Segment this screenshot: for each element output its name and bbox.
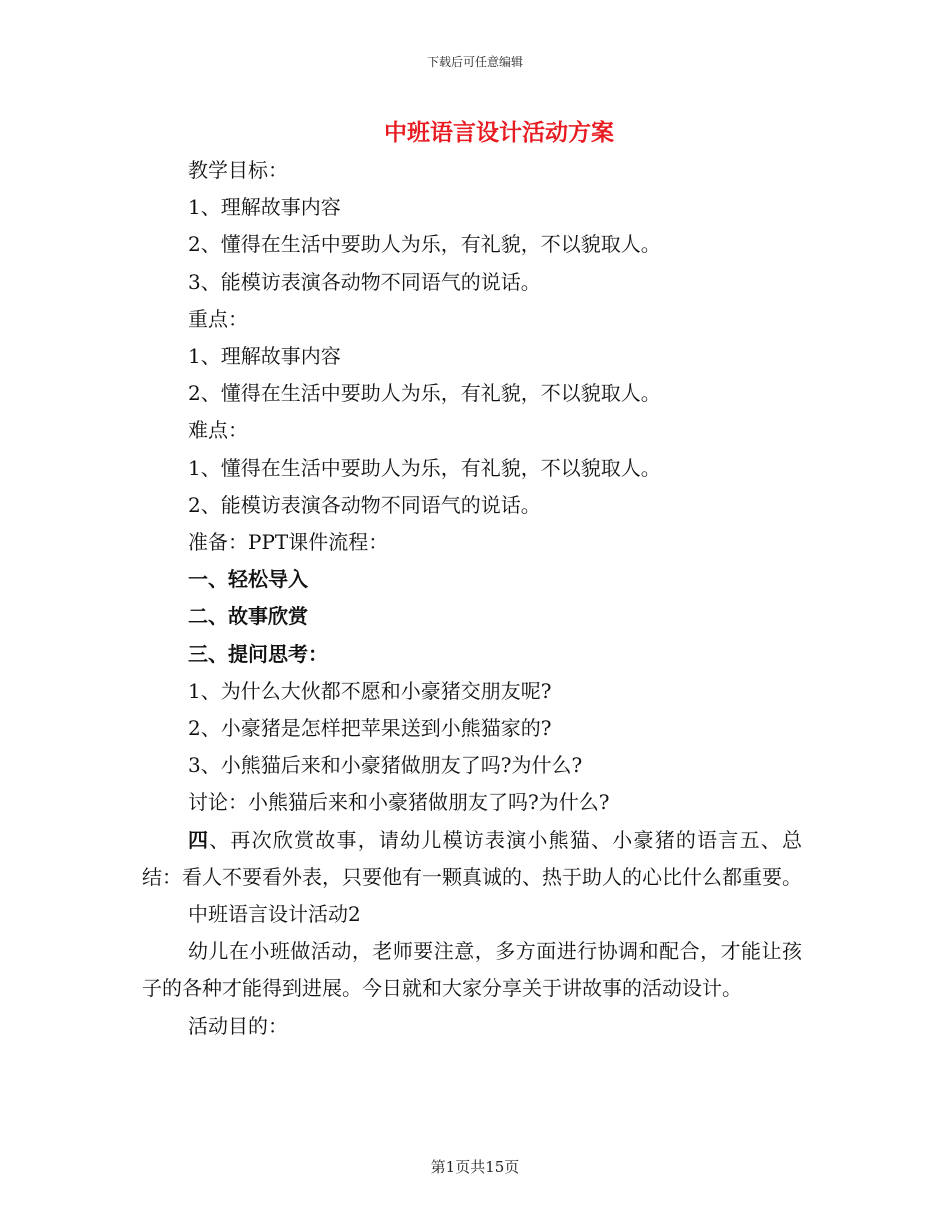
paragraph: 2、能模访表演各动物不同语气的说话。 — [188, 492, 541, 517]
paragraph: 难点： — [188, 418, 248, 443]
page-footer: 第1页共15页 — [430, 1158, 520, 1176]
paragraph: 教学目标： — [188, 158, 288, 182]
paragraph-text: 、再次欣赏故事，请幼儿模访表演小熊猫、小豪猪的语言五、总结：看人不要看外表，只要他有一颗真诚的、热于助人的心比什么都重要。 — [142, 827, 803, 889]
paragraph: 1、懂得在生活中要助人为乐，有礼貌，不以貌取人。 — [188, 455, 661, 480]
paragraph: 幼儿在小班做活动，老师要注意，多方面进行协调和配合，才能让孩子的各种才能得到进展。今日就和大家分享关于讲故事的活动设计。 — [142, 939, 802, 1001]
paragraph: 2、懂得在生活中要助人为乐，有礼貌，不以貌取人。 — [188, 232, 661, 257]
paragraph: 讨论：小熊猫后来和小豪猪做朋友了吗?为什么? — [188, 790, 610, 815]
paragraph: 1、理解故事内容 — [188, 195, 341, 220]
paragraph: 准备：PPT课件流程： — [188, 530, 389, 555]
section-number: 四 — [188, 827, 210, 852]
section-heading: 二、故事欣赏 — [188, 604, 308, 629]
document-title: 中班语言设计活动方案 — [384, 119, 614, 146]
paragraph: 中班语言设计活动2 — [188, 902, 361, 927]
paragraph: 3、小熊猫后来和小豪猪做朋友了吗?为什么? — [188, 753, 583, 778]
section-heading: 一、轻松导入 — [188, 567, 308, 592]
paragraph: 1、理解故事内容 — [188, 344, 341, 369]
paragraph: 1、为什么大伙都不愿和小豪猪交朋友呢? — [188, 678, 552, 703]
paragraph: 3、能模访表演各动物不同语气的说话。 — [188, 269, 541, 294]
paragraph — [142, 822, 802, 896]
page-header: 下载后可任意编辑 — [426, 55, 523, 69]
paragraph: 2、小豪猪是怎样把苹果送到小熊猫家的? — [188, 716, 552, 741]
document-body — [142, 152, 802, 1045]
paragraph: 重点： — [188, 306, 248, 331]
paragraph: 2、懂得在生活中要助人为乐，有礼貌，不以貌取人。 — [188, 381, 661, 406]
paragraph: 活动目的： — [188, 1013, 288, 1038]
section-heading: 三、提问思考： — [188, 641, 328, 666]
